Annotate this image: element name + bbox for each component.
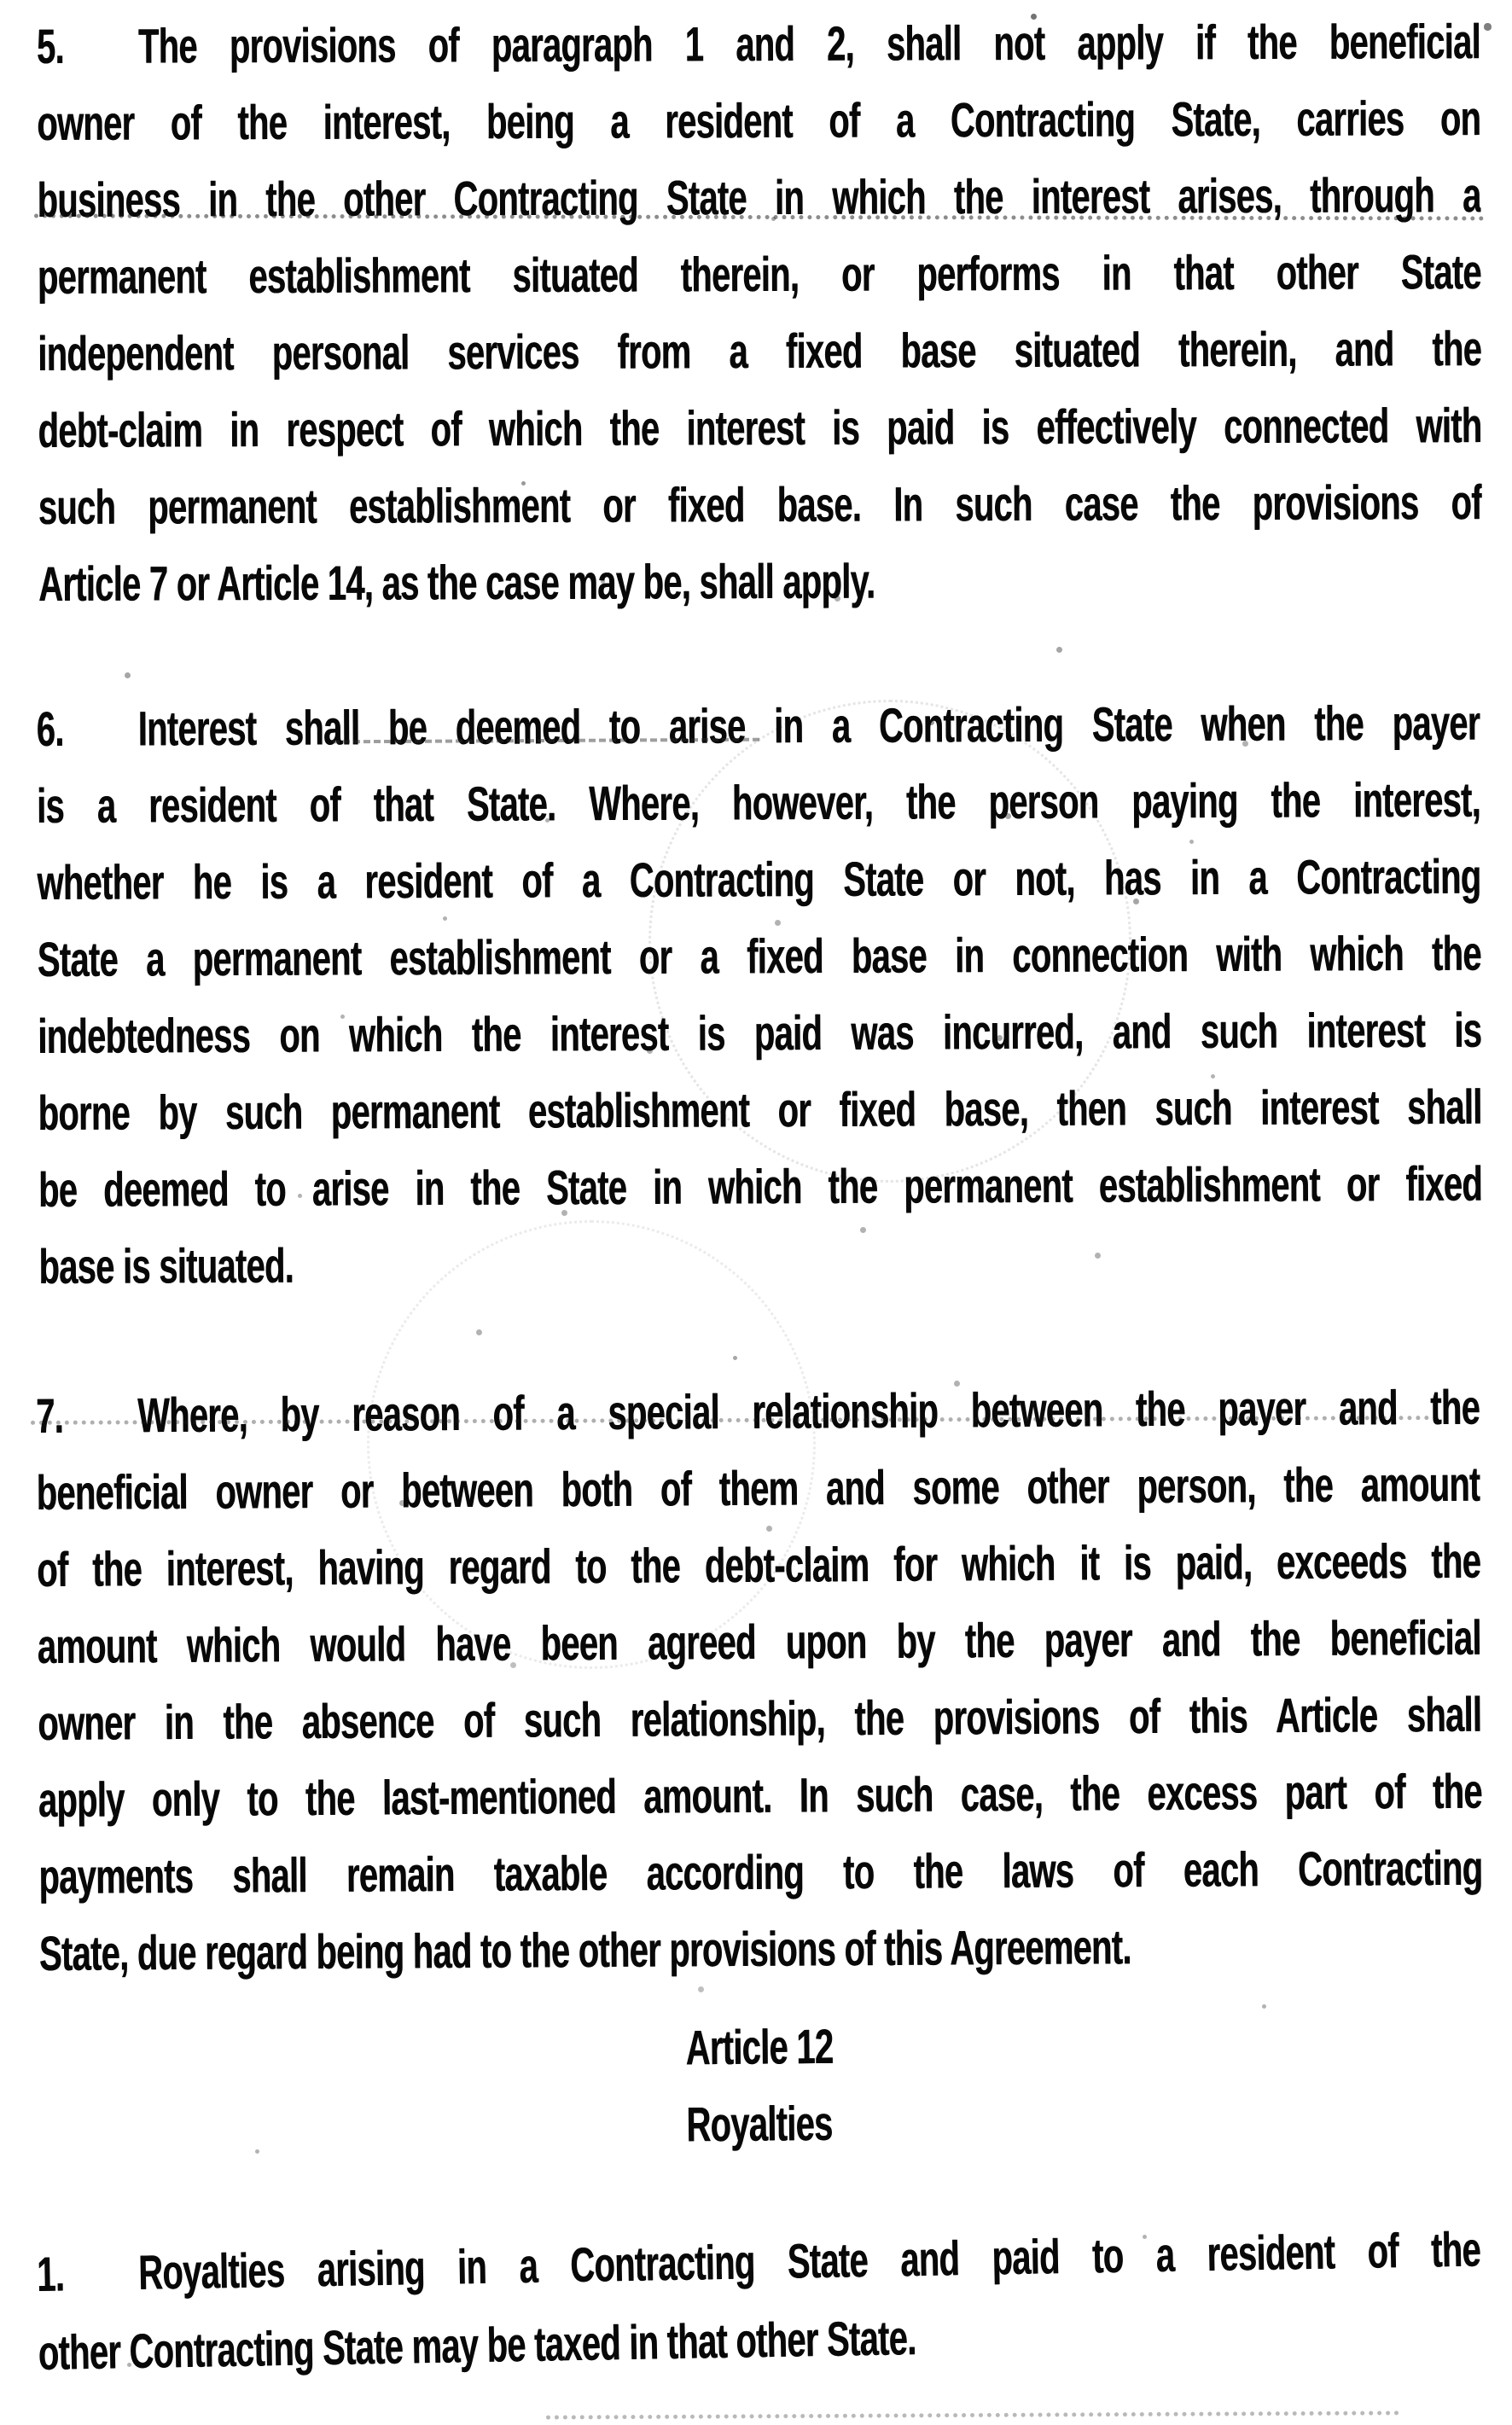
paragraph-line: payments shall remain taxable according to the laws of each Contracting [38,1841,1483,1905]
paragraph-line: indebtedness on which the interest is paid was incurred, and such interest is [38,1003,1482,1064]
paragraph-7 [36,1370,1483,1992]
paragraph-line [36,1370,1480,1455]
paragraph-line [36,685,1480,768]
paragraph-line: borne by such permanent establishment or fixed base, then such interest shall [38,1079,1482,1141]
paragraph-line-text: Interest shall be deemed to arise in a Contracting State when the payer [137,695,1480,757]
paragraph-line: base is situated. [38,1238,294,1294]
paragraph-number: 5. [36,19,64,75]
royalties-heading [38,2079,1482,2169]
section-title-text: Royalties [686,2096,833,2153]
paragraph-line: owner of the interest, being a resident of a Contracting State, carries on [37,91,1481,152]
paragraph-line: owner in the absence of such relationship, the provisions of this Article shall [38,1687,1482,1751]
paragraph-line: is a resident of that State. Where, however, the person paying the interest, [36,772,1481,835]
paragraph-line: State, due regard being had to the other provisions of this Agreement. [38,1920,1131,1981]
paragraph-line: apply only to the last-mentioned amount. In such case, the excess part of the [38,1764,1482,1828]
article-12-heading [38,2003,1482,2092]
paragraph-line-text: Where, by reason of a special relationship between the payer and the [137,1380,1480,1444]
paragraph-line: be deemed to arise in the State in which the permanent establishment or fixed [38,1156,1483,1218]
paragraph-5 [37,3,1483,623]
paragraph-number: 7. [35,1388,64,1445]
paragraph-line: business in the other Contracting State in which the interest arises, through a [37,168,1481,229]
paragraph-line: of the interest, having regard to the debt-claim for which it is paid, exceeds the [36,1533,1481,1598]
paragraph-line: State a permanent establishment or a fixed base in connection with which the [37,926,1481,988]
paragraph-line-text: The provisions of paragraph 1 and 2, shall not apply if the beneficial [137,15,1480,74]
paragraph-line: other Contracting State may be taxed in that other State. [38,2311,916,2381]
paragraph-1-royalties [36,2210,1482,2393]
paragraph-number: 6. [36,701,64,758]
scan-artifact-dotted-line [546,2410,1399,2419]
paragraph-line: Article 7 or Article 14, as the case may be, shall apply. [38,554,875,612]
paragraph-line: beneficial owner or between both of them and some other person, the amount [36,1457,1480,1521]
paragraph-line: independent personal services from a fixed base situated therein, and the [38,322,1482,381]
paragraph-line: debt-claim in respect of which the interest is paid is effectively connected with [38,398,1482,458]
paragraph-6 [36,685,1482,1306]
paragraph-line: permanent establishment situated therein, or performs in that other State [37,245,1481,305]
paragraph-line-text: Royalties arising in a Contracting State and paid to a resident of the [137,2222,1481,2300]
paragraph-line: amount which would have been agreed upon by the payer and the beneficial [37,1610,1481,1675]
scan-noise [0,0,3,3]
paragraph-line [37,3,1480,85]
article-heading-text: Article 12 [685,2019,834,2076]
paragraph-number: 1. [36,2247,65,2303]
paragraph-line: such permanent establishment or fixed base. In such case the provisions of [38,475,1482,535]
paragraph-line: whether he is a resident of a Contracting State or not, has in a Contracting [37,849,1481,911]
